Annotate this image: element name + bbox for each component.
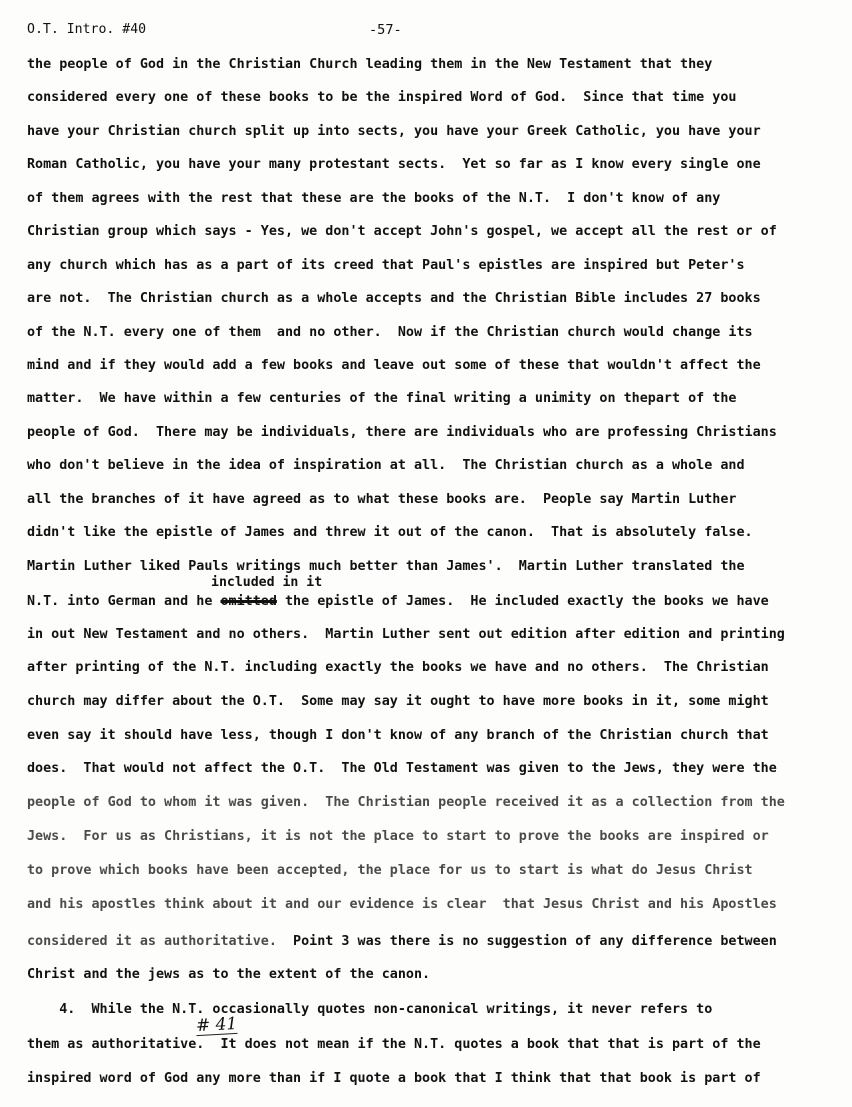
text-line: any church which has as a part of its creed that Paul's epistles are inspired but Peter's <box>27 258 745 273</box>
text-line: of them agrees with the rest that these are the books of the N.T. I don't know of any <box>27 191 721 206</box>
text-line: Martin Luther liked Pauls writings much better than James'. Martin Luther translated the <box>27 559 745 574</box>
text-line: considered every one of these books to be the inspired Word of God. Since that time you <box>27 90 737 105</box>
text-line: after printing of the N.T. including exactly the books we have and no others. The Christian <box>27 660 769 675</box>
text-line: Roman Catholic, you have your many protestant sects. Yet so far as I know every single one <box>27 157 761 172</box>
text-line: Christ and the jews as to the extent of the canon. <box>27 967 431 982</box>
text-segment: N.T. into German and he <box>27 594 221 609</box>
text-line: does. That would not affect the O.T. The Old Testament was given to the Jews, they were the <box>27 761 777 776</box>
text-line: didn't like the epistle of James and threw it out of the canon. That is absolutely false. <box>27 525 753 540</box>
text-line: have your Christian church split up into sects, you have your Greek Catholic, you have your <box>27 124 761 139</box>
faded-text-line: Jews. For us as Christians, it is not the place to start to prove the books are inspired or <box>27 829 769 844</box>
text-line: inspired word of God any more than if I quote a book that I think that that book is part of <box>27 1071 761 1086</box>
text-line: them as authoritative. It does not mean if the N.T. quotes a book that that is part of the <box>27 1037 761 1052</box>
text-line: all the branches of it have agreed as to what these books are. People say Martin Luther <box>27 492 737 507</box>
faded-text-segment: considered it as authoritative. <box>27 934 277 949</box>
handwritten-page-marker: # 41 <box>195 1013 238 1037</box>
text-line: people of God. There may be individuals, there are individuals who are professing Christians <box>27 425 777 440</box>
text-line-with-correction <box>27 594 769 610</box>
text-segment: the epistle of James. He included exactly the books we have <box>276 594 769 609</box>
struck-word: omitted <box>220 594 277 609</box>
typed-insertion: included in it <box>211 575 323 590</box>
text-line: even say it should have less, though I don't know of any branch of the Christian church that <box>27 728 769 743</box>
text-line: are not. The Christian church as a whole accepts and the Christian Bible includes 27 books <box>27 291 761 306</box>
text-line: in out New Testament and no others. Martin Luther sent out edition after edition and printing <box>27 627 785 642</box>
text-line: the people of God in the Christian Church leading them in the New Testament that they <box>27 57 713 72</box>
text-line: who don't believe in the idea of inspiration at all. The Christian church as a whole and <box>27 458 745 473</box>
text-line: mind and if they would add a few books and leave out some of these that wouldn't affect the <box>27 358 761 373</box>
text-line <box>27 934 777 950</box>
page-number: -57- <box>369 22 402 38</box>
document-header: O.T. Intro. #40 <box>27 22 147 37</box>
faded-text-line: and his apostles think about it and our evidence is clear that Jesus Christ and his Apostles <box>27 897 777 912</box>
text-line: matter. We have within a few centuries of the final writing a unimity on thepart of the <box>27 391 737 406</box>
text-segment: Point 3 was there is no suggestion of any difference between <box>276 934 777 949</box>
faded-text-line: to prove which books have been accepted, the place for us to start is what do Jesus Christ <box>27 863 753 878</box>
text-line: Christian group which says - Yes, we don't accept John's gospel, we accept all the rest or of <box>27 224 777 239</box>
text-line: of the N.T. every one of them and no other. Now if the Christian church would change its <box>27 325 753 340</box>
faded-text-line: people of God to whom it was given. The Christian people received it as a collection from the <box>27 795 785 810</box>
text-line: church may differ about the O.T. Some may say it ought to have more books in it, some might <box>27 694 769 709</box>
text-line: 4. While the N.T. occasionally quotes non-canonical writings, it never refers to <box>27 1002 713 1017</box>
